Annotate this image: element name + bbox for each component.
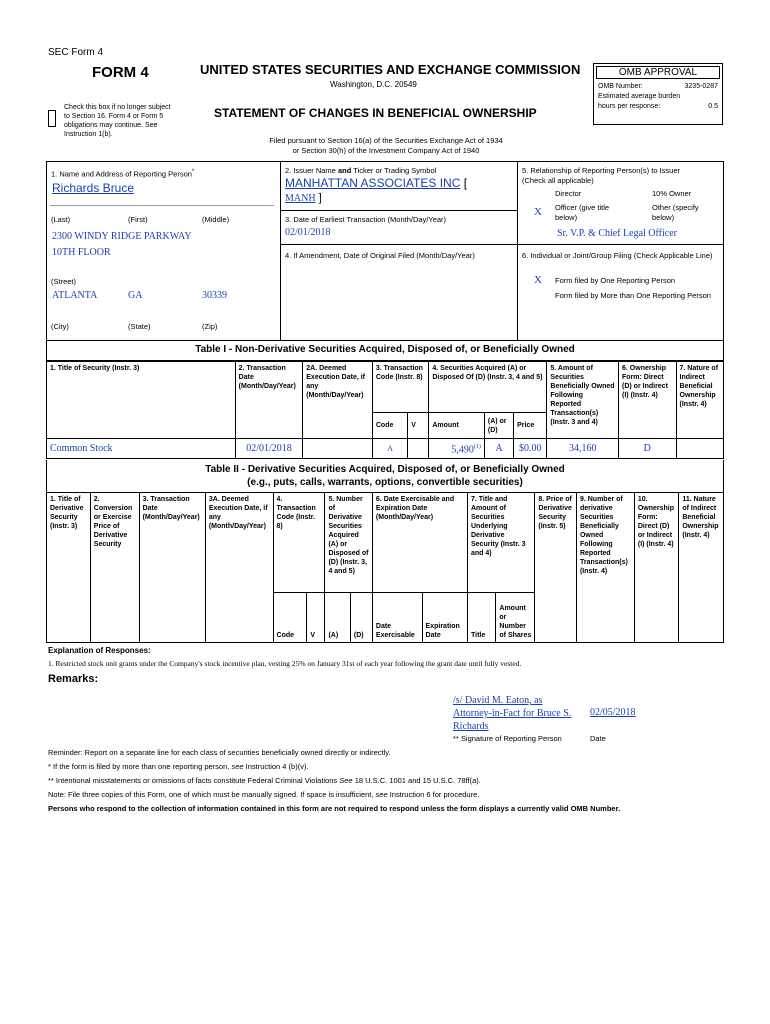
signature-line: /s/ David M. Eaton, as (453, 695, 543, 706)
street-label: (Street) (51, 277, 77, 286)
table2-header-2: 2. Conversion or Exercise Price of Derivative Security (90, 493, 139, 643)
ticker-symbol[interactable]: MANH (285, 193, 316, 204)
omb-burden-label: Estimated average burden (598, 93, 681, 100)
table2-expiration-header: Expiration Date (422, 593, 467, 643)
table2-header-7: 7. Title and Amount of Securities Underlying Derivative Security (Instr. 3 and 4) (468, 493, 535, 593)
director-option[interactable]: Director (555, 189, 582, 198)
omb-number-row (594, 81, 722, 90)
officer-title: Sr. V.P. & Chief Legal Officer (557, 228, 677, 239)
table2-header-1: 1. Title of Derivative Security (Instr. 3) (47, 493, 91, 643)
omb-hours-label: hours per response: (598, 103, 661, 110)
table1-header-2: 2. Transaction Date (Month/Day/Year) (235, 362, 303, 439)
omb-number-value: 3235-0287 (684, 83, 718, 90)
ownership-form-value: D (619, 439, 677, 459)
box1-label-text: 1. Name and Address of Reporting Person (51, 169, 192, 179)
file-note-see: see (375, 790, 388, 799)
table1-title: Table I - Non-Derivative Securities Acquired, Disposed of, or Beneficially Owned (195, 344, 575, 355)
statement-title: STATEMENT OF CHANGES IN BENEFICIAL OWNERSHIP (214, 106, 537, 120)
no-longer-subject-checkbox[interactable] (48, 110, 56, 127)
star2-part: 18 U.S.C. 1001 and 15 U.S.C. 78ff(a). (352, 776, 481, 785)
table2-d-header: (D) (350, 593, 372, 643)
table2-title-box (46, 460, 724, 492)
amount-cell (429, 439, 484, 459)
explanation-label: Explanation of Responses: (48, 646, 151, 655)
box4-label: 4. If Amendment, Date of Original Filed (Month/Day/Year) (285, 251, 475, 260)
box3-label: 3. Date of Earliest Transaction (Month/Day/Year) (285, 215, 447, 224)
table-row (47, 439, 724, 459)
omb-box (593, 63, 723, 125)
more-persons-option[interactable]: Form filed by More than One Reporting Person (555, 291, 711, 300)
city-label: (City) (51, 322, 69, 331)
box6-label: 6. Individual or Joint/Group Filing (Check Applicable Line) (522, 251, 713, 260)
signature-line: Richards (453, 721, 489, 732)
filed-pursuant (256, 136, 516, 156)
table2-header-3: 3. Transaction Date (Month/Day/Year) (139, 493, 205, 643)
table1-header-1: 1. Title of Security (Instr. 3) (47, 362, 236, 439)
issuer-line (285, 176, 467, 190)
v-cell (408, 439, 429, 459)
table1 (46, 361, 724, 459)
file-note-part: Note: File three copies of this Form, one of which must be manually signed. If space is insufficient, (48, 790, 376, 799)
owned-value: 34,160 (547, 439, 619, 459)
checkbox-text-line: Check this box if no longer subject (64, 104, 171, 111)
box2-label (285, 166, 436, 175)
amount-footnote[interactable]: (1) (473, 443, 481, 450)
table2 (46, 492, 724, 643)
table2-header-11: 11. Nature of Indirect Beneficial Ownership (Instr. 4) (679, 493, 724, 643)
table1-code-header: Code (372, 413, 407, 439)
reporting-person-name[interactable]: Richards Bruce (52, 181, 135, 195)
top-label: SEC Form 4 (48, 47, 104, 58)
agency-title: UNITED STATES SECURITIES AND EXCHANGE COMMISSION (200, 62, 581, 77)
table1-header-6: 6. Ownership Form: Direct (D) or Indirect (I) (Instr. 4) (619, 362, 677, 439)
explanation-1: 1. Restricted stock unit grants under the Company's stock incentive plan, vesting 25% on January 31st of each year following the grant date until fully vested. (48, 659, 522, 668)
signature-line: Attorney-in-Fact for Bruce S. (453, 708, 572, 719)
omb-hours-value: 0.5 (708, 103, 718, 110)
remarks-label: Remarks: (48, 673, 99, 685)
state-value: GA (128, 290, 143, 301)
other-option[interactable]: Other (specify below) (652, 203, 699, 222)
filed-pursuant-line: Filed pursuant to Section 16(a) of the Securities Exchange Act of 1934 (269, 136, 503, 145)
amount-value: 5,490 (451, 444, 474, 456)
box5-label-line: (Check all applicable) (522, 176, 594, 185)
table2-title-line: (e.g., puts, calls, warrants, options, convertible securities) (247, 477, 523, 488)
omb-title: OMB APPROVAL (596, 66, 720, 79)
date-label: Date (590, 734, 606, 743)
earliest-transaction-date: 02/01/2018 (285, 227, 331, 238)
signature-date: 02/05/2018 (590, 707, 636, 718)
aord-value: A (484, 439, 513, 459)
box2-label-and: and (337, 166, 352, 175)
table1-price-header: Price (514, 413, 547, 439)
reminder-note: Reminder: Report on a separate line for each class of securities beneficially owned directly or indirectly. (48, 748, 391, 757)
form-title: FORM 4 (92, 64, 149, 81)
table2-title (47, 460, 723, 489)
street-line-2: 10TH FLOOR (52, 247, 111, 258)
table2-header-3a: 3A. Deemed Execution Date, if any (Month/Day/Year) (205, 493, 273, 643)
star1-part: * If the form is filed by more than one reporting person, (48, 762, 232, 771)
file-note (48, 790, 479, 799)
table2-header-4: 4. Transaction Code (Instr. 8) (273, 493, 325, 593)
last-label: (Last) (51, 215, 71, 224)
table2-title-header: Title (468, 593, 496, 643)
star1-note (48, 762, 309, 771)
deemed-date (303, 439, 373, 459)
omb-persons-note: Persons who respond to the collection of information contained in this form are not required to respond unless the form displays a currently valid OMB Number. (48, 804, 621, 813)
table2-date-exercisable-header: Date Exercisable (372, 593, 422, 643)
one-person-option[interactable]: Form filed by One Reporting Person (555, 276, 676, 285)
table2-v-header: V (307, 593, 325, 643)
table2-header-8: 8. Price of Derivative Security (Instr. 5) (535, 493, 577, 643)
transaction-date: 02/01/2018 (235, 439, 303, 459)
table1-header-3: 3. Transaction Code (Instr. 8) (372, 362, 429, 413)
table1-header-2a: 2A. Deemed Execution Date, if any (Month/Day/Year) (303, 362, 373, 439)
box5-label (522, 166, 680, 186)
officer-check-mark: X (534, 206, 542, 218)
checkbox-text-line: to Section 16. Form 4 or Form 5 (64, 113, 164, 120)
checkbox-text-line: Instruction 1(b). (64, 131, 113, 138)
bracket-close: ] (318, 192, 322, 204)
table1-header-5: 5. Amount of Securities Beneficially Owned Following Reported Transaction(s) (Instr. 3 and 4) (547, 362, 619, 439)
signature-block (453, 694, 571, 733)
ten-percent-owner-option[interactable]: 10% Owner (652, 189, 692, 198)
zip-value: 30339 (202, 290, 227, 301)
first-label: (First) (128, 215, 148, 224)
box2-label-part: 2. Issuer Name (285, 166, 338, 175)
bracket-open: [ (463, 176, 468, 190)
omb-number-label: OMB Number: (598, 83, 643, 90)
middle-label: (Middle) (202, 215, 230, 224)
agency-location: Washington, D.C. 20549 (330, 80, 417, 89)
box2-label-part: Ticker or Trading Symbol (351, 166, 437, 175)
table2-code-header: Code (273, 593, 307, 643)
state-label: (State) (128, 322, 151, 331)
zip-label: (Zip) (202, 322, 218, 331)
filed-pursuant-line: or Section 30(h) of the Investment Company Act of 1940 (292, 146, 480, 155)
officer-option[interactable]: Officer (give title below) (555, 203, 610, 222)
table2-header-6: 6. Date Exercisable and Expiration Date (Month/Day/Year) (372, 493, 467, 593)
star1-part: Instruction 4 (b)(v). (243, 762, 309, 771)
city-value: ATLANTA (52, 290, 98, 301)
box5-label-line: 5. Relationship of Reporting Person(s) to Issuer (522, 166, 680, 175)
table2-a-header: (A) (325, 593, 350, 643)
table1-v-header: V (408, 413, 429, 439)
issuer-name[interactable]: MANHATTAN ASSOCIATES INC (285, 176, 461, 190)
signature-label: ** Signature of Reporting Person (453, 734, 562, 743)
nature-cell (676, 439, 723, 459)
table1-amount-header: Amount (429, 413, 484, 439)
checkbox-text-line (64, 121, 171, 130)
table1-header-7: 7. Nature of Indirect Beneficial Ownership (Instr. 4) (676, 362, 723, 439)
price-value: $0.00 (514, 439, 547, 459)
table2-header-5: 5. Number of Derivative Securities Acquired (A) or Disposed of (D) (Instr. 3, 4 and 5) (325, 493, 372, 593)
box1-label (51, 168, 194, 179)
star2-note (48, 776, 481, 785)
star2-see: See (339, 776, 353, 785)
table2-header-10: 10. Ownership Form: Direct (D) or Indirect (I) (Instr. 4) (634, 493, 679, 643)
street-line-1: 2300 WINDY RIDGE PARKWAY (52, 231, 192, 242)
table1-aord-header: (A) or (D) (484, 413, 513, 439)
star2-part: ** Intentional misstatements or omissions of facts constitute Federal Criminal Violations (48, 776, 340, 785)
ticker-line (285, 192, 322, 204)
table1-title-box (46, 341, 724, 361)
star1-see: see (231, 762, 244, 771)
table2-title-line: Table II - Derivative Securities Acquired, Disposed of, or Beneficially Owned (205, 464, 565, 475)
checkbox-text-part: obligations may continue. See (64, 122, 158, 129)
omb-hours-row (594, 100, 722, 110)
one-person-check-mark: X (534, 274, 542, 286)
checkbox-text (64, 103, 171, 139)
table2-amount-shares-header: Amount or Number of Shares (496, 593, 535, 643)
security-title: Common Stock (47, 439, 236, 459)
table2-header-9: 9. Number of derivative Securities Beneficially Owned Following Reported Transaction(s) (Instr. 4) (576, 493, 634, 643)
file-note-part: Instruction 6 for procedure. (387, 790, 480, 799)
table1-header-4: 4. Securities Acquired (A) or Disposed Of (D) (Instr. 3, 4 and 5) (429, 362, 547, 413)
box1-asterisk: * (191, 168, 195, 175)
transaction-code: A (372, 439, 407, 459)
